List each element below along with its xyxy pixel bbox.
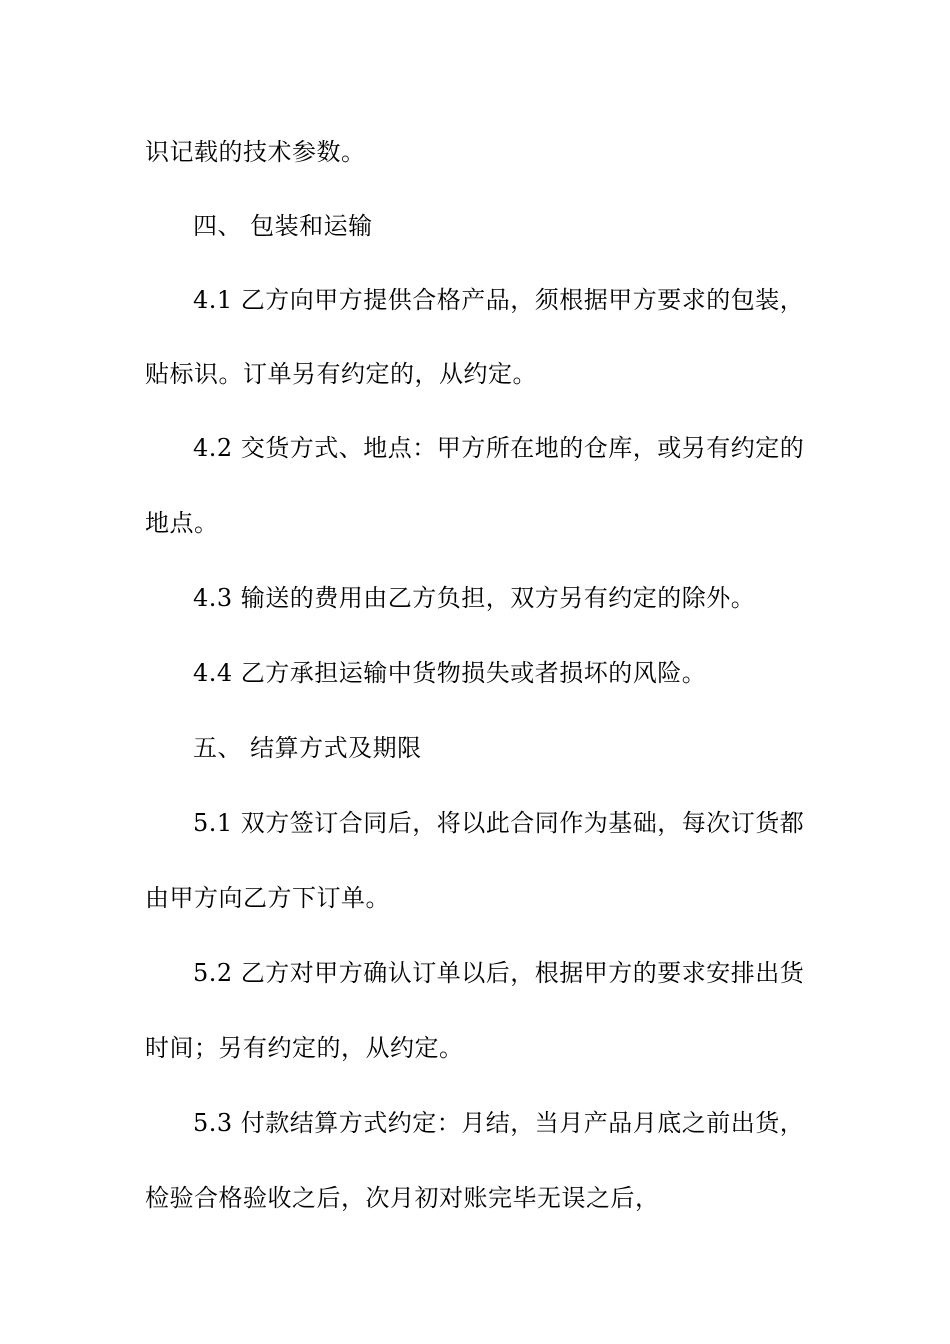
paragraph-line: 4.2 交货方式、地点：甲方所在地的仓库，或另有约定的: [193, 434, 805, 462]
paragraph-line: 识记载的技术参数。: [145, 138, 366, 166]
paragraph-line: 检验合格验收之后，次月初对账完毕无误之后，: [145, 1184, 660, 1212]
section-heading: 五、 结算方式及期限: [193, 734, 422, 762]
paragraph-line: 地点。: [145, 509, 219, 537]
paragraph-line: 4.3 输送的费用由乙方负担，双方另有约定的除外。: [193, 584, 756, 612]
section-heading: 四、 包装和运输: [193, 212, 373, 240]
paragraph-line: 贴标识。订单另有约定的，从约定。: [145, 360, 537, 388]
paragraph-line: 4.4 乙方承担运输中货物损失或者损坏的风险。: [193, 659, 707, 687]
paragraph-line: 时间；另有约定的，从约定。: [145, 1034, 464, 1062]
paragraph-line: 由甲方向乙方下订单。: [145, 884, 390, 912]
paragraph-line: 5.2 乙方对甲方确认订单以后，根据甲方的要求安排出货: [193, 959, 805, 987]
paragraph-line: 5.3 付款结算方式约定：月结，当月产品月底之前出货，: [193, 1109, 805, 1137]
paragraph-line: 4.1 乙方向甲方提供合格产品，须根据甲方要求的包装，: [193, 286, 805, 314]
paragraph-line: 5.1 双方签订合同后，将以此合同作为基础，每次订货都: [193, 809, 805, 837]
